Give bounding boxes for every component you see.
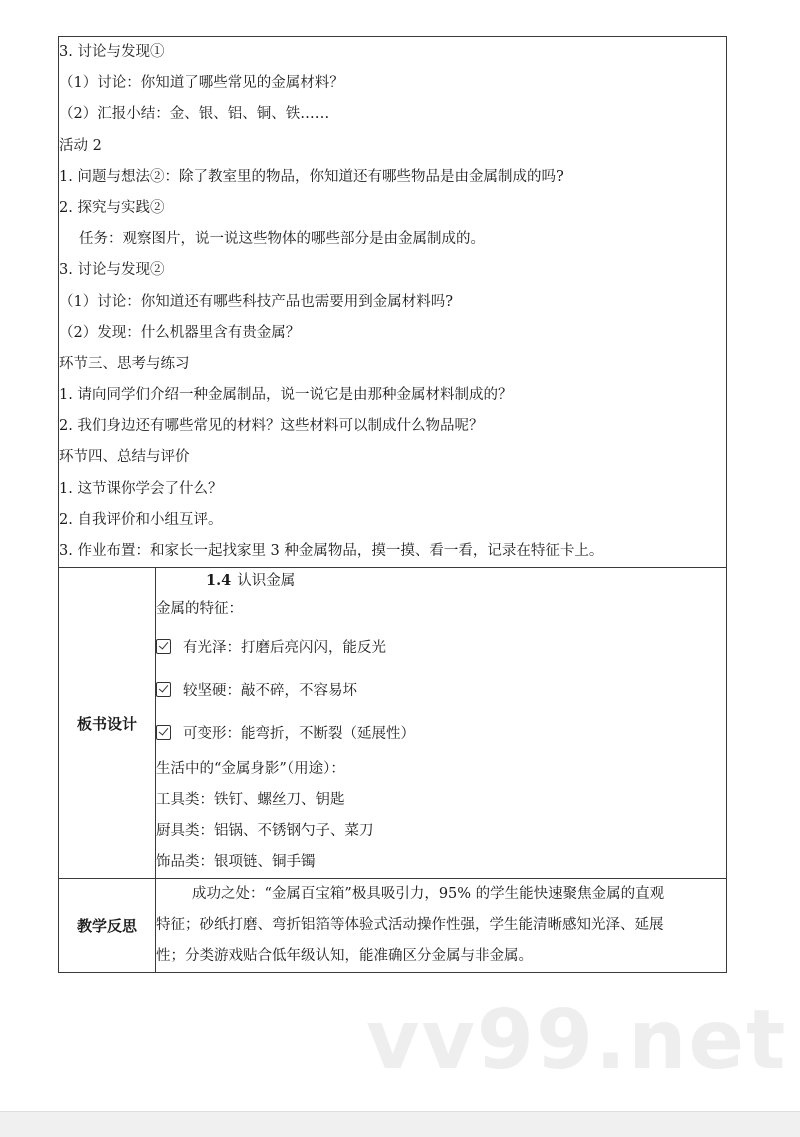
reflection-row [59,879,727,973]
activity-line: （2）汇报小结：金、银、铝、铜、铁…… [59,106,330,123]
activity-line: 2. 我们身边还有哪些常见的材料？这些材料可以制成什么物品呢？ [59,418,484,435]
feature-text: 有光泽：打磨后亮闪闪，能反光 [183,640,386,657]
activity-line: 3. 讨论与发现① [59,44,165,60]
activity-line: 3. 作业布置：和家长一起找家里 3 种金属物品，摸一摸、看一看，记录在特征卡上。 [59,543,604,559]
reflection-content [156,879,727,973]
use-item: 饰品类：银项链、铜手镯 [156,854,316,871]
checkbox-checked-icon [156,682,171,697]
feature-item [156,625,726,668]
board-design-label: 板书设计 [59,568,156,879]
lesson-plan-table [58,36,727,973]
reflection-line: 成功之处：“金属百宝箱”极具吸引力，95% 的学生能快速聚焦金属的直观 [192,886,665,903]
activity-line: 任务：观察图片，说一说这些物体的哪些部分是由金属制成的。 [79,231,485,248]
activity-line: 2. 自我评价和小组互评。 [59,511,223,528]
activity-line: 活动 2 [59,137,102,154]
reflection-line: 特征；砂纸打磨、弯折铝箔等体验式活动操作性强，学生能清晰感知光泽、延展 [156,917,664,934]
activity-line: （2）发现：什么机器里含有贵金属？ [59,324,301,341]
feature-item [156,668,726,711]
features-heading: 金属的特征： [156,601,243,618]
use-item: 厨具类：铝锅、不锈钢勺子、菜刀 [156,823,374,840]
board-title-number: 1.4 [206,572,232,590]
checkbox-checked-icon [156,639,171,654]
uses-heading: 生活中的“金属身影”（用途）： [156,761,345,778]
activity-line: 1. 问题与想法②：除了教室里的物品，你知道还有哪些物品是由金属制成的吗? [59,168,564,185]
activity-lines [59,37,726,567]
activity-line: 2. 探究与实践② [59,199,165,216]
viewer-bottom-bar [0,1111,800,1137]
feature-text: 较坚硬：敲不碎，不容易坏 [183,683,357,700]
activity-cell [59,37,727,568]
activity-line: 1. 这节课你学会了什么？ [59,480,223,497]
activity-line: 环节四、总结与评价 [59,449,190,466]
reflection-label: 教学反思 [59,879,156,973]
feature-text: 可变形：能弯折，不断裂（延展性） [183,726,415,743]
activity-line: （1）讨论：你知道还有哪些科技产品也需要用到金属材料吗? [59,293,453,310]
reflection-line: 性；分类游戏贴合低年级认知，能准确区分金属与非金属。 [156,948,533,965]
feature-item [156,711,726,754]
activity-line: 3. 讨论与发现② [59,262,165,279]
board-title [156,568,726,594]
board-design-row [59,568,727,879]
activity-line: 1. 请向同学们介绍一种金属制品，说一说它是由那种金属材料制成的？ [59,387,513,404]
checkbox-checked-icon [156,725,171,740]
activity-line: （1）讨论：你知道了哪些常见的金属材料？ [59,75,344,92]
board-design-content [156,568,727,879]
activity-line: 环节三、思考与练习 [59,355,190,372]
use-item: 工具类：铁钉、螺丝刀、钥匙 [156,792,345,809]
watermark: vv99.net [366,993,788,1088]
board-title-text: 认识金属 [237,573,296,590]
activity-row [59,37,727,568]
